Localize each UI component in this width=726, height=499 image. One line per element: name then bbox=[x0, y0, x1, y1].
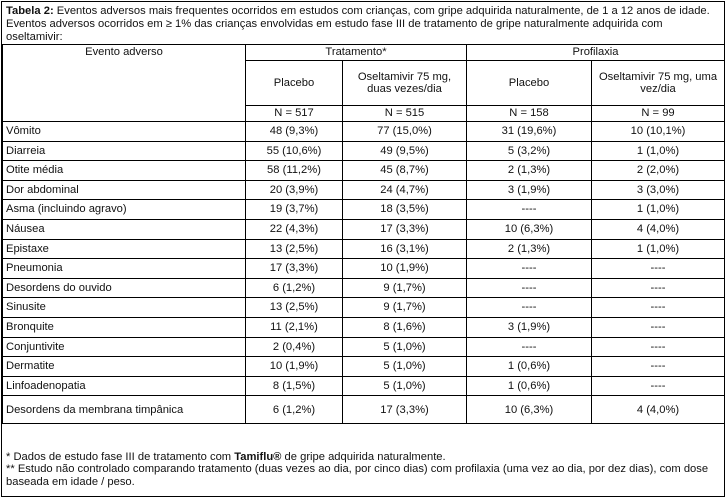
cell-t-placebo: 10 (1,9%) bbox=[246, 357, 343, 377]
event-name: Dermatite bbox=[3, 357, 246, 377]
event-name: Conjuntivite bbox=[3, 337, 246, 357]
cell-p-oseltamivir: ---- bbox=[592, 317, 725, 337]
cell-t-oseltamivir: 5 (1,0%) bbox=[343, 337, 467, 357]
footnote-1-pre: * Dados de estudo fase III de tratamento com bbox=[6, 451, 235, 463]
cell-p-oseltamivir: 10 (10,1%) bbox=[592, 122, 725, 142]
table-row bbox=[3, 337, 725, 357]
header-event: Evento adverso bbox=[3, 45, 246, 122]
cell-t-oseltamivir: 9 (1,7%) bbox=[343, 298, 467, 318]
cell-t-oseltamivir: 10 (1,9%) bbox=[343, 259, 467, 279]
header-treatment: Tratamento* bbox=[246, 45, 467, 61]
footnotes bbox=[6, 451, 721, 488]
cell-t-oseltamivir: 9 (1,7%) bbox=[343, 278, 467, 298]
cell-t-placebo: 8 (1,5%) bbox=[246, 376, 343, 396]
footnote-2: ** Estudo não controlado comparando tratamento (duas vezes ao dia, por cinco dias) com profilaxia (uma vez ao dia, por dez dias), com dose baseada em idade / peso. bbox=[6, 463, 709, 488]
cell-p-oseltamivir: 4 (4,0%) bbox=[592, 396, 725, 424]
cell-t-oseltamivir: 16 (3,1%) bbox=[343, 239, 467, 259]
event-name: Desordens do ouvido bbox=[3, 278, 246, 298]
table-row bbox=[3, 317, 725, 337]
footnote-1-post: de gripe adquirida naturalmente. bbox=[281, 451, 446, 463]
header-group-row bbox=[3, 45, 725, 61]
cell-t-placebo: 55 (10,6%) bbox=[246, 141, 343, 161]
table-row bbox=[3, 376, 725, 396]
adverse-events-table bbox=[2, 44, 725, 424]
cell-t-oseltamivir: 5 (1,0%) bbox=[343, 376, 467, 396]
header-p-placebo: Placebo bbox=[467, 61, 592, 106]
table-row bbox=[3, 219, 725, 239]
cell-t-placebo: 58 (11,2%) bbox=[246, 161, 343, 181]
table-row bbox=[3, 396, 725, 424]
table-row bbox=[3, 259, 725, 279]
footnote-1 bbox=[6, 451, 721, 463]
cell-t-placebo: 13 (2,5%) bbox=[246, 239, 343, 259]
table-row bbox=[3, 180, 725, 200]
cell-p-placebo: 1 (0,6%) bbox=[467, 376, 592, 396]
cell-t-placebo: 22 (4,3%) bbox=[246, 219, 343, 239]
cell-p-oseltamivir: ---- bbox=[592, 259, 725, 279]
cell-t-placebo: 20 (3,9%) bbox=[246, 180, 343, 200]
cell-t-oseltamivir: 5 (1,0%) bbox=[343, 357, 467, 377]
document-page bbox=[1, 1, 725, 497]
event-name: Sinusite bbox=[3, 298, 246, 318]
cell-t-oseltamivir: 45 (8,7%) bbox=[343, 161, 467, 181]
event-name: Otite média bbox=[3, 161, 246, 181]
table-row bbox=[3, 141, 725, 161]
table-caption bbox=[6, 5, 721, 45]
n-t-oseltamivir: N = 515 bbox=[343, 106, 467, 122]
cell-p-oseltamivir: 4 (4,0%) bbox=[592, 219, 725, 239]
cell-t-placebo: 19 (3,7%) bbox=[246, 200, 343, 220]
table-row bbox=[3, 278, 725, 298]
cell-t-oseltamivir: 18 (3,5%) bbox=[343, 200, 467, 220]
cell-t-placebo: 13 (2,5%) bbox=[246, 298, 343, 318]
cell-t-placebo: 2 (0,4%) bbox=[246, 337, 343, 357]
cell-p-placebo: ---- bbox=[467, 259, 592, 279]
cell-p-placebo: 2 (1,3%) bbox=[467, 161, 592, 181]
n-p-oseltamivir: N = 99 bbox=[592, 106, 725, 122]
cell-p-placebo: 10 (6,3%) bbox=[467, 219, 592, 239]
event-name: Desordens da membrana timpânica bbox=[3, 396, 246, 424]
cell-t-placebo: 6 (1,2%) bbox=[246, 278, 343, 298]
event-name: Linfoadenopatia bbox=[3, 376, 246, 396]
cell-p-oseltamivir: 2 (2,0%) bbox=[592, 161, 725, 181]
cell-p-placebo: 2 (1,3%) bbox=[467, 239, 592, 259]
cell-t-placebo: 6 (1,2%) bbox=[246, 396, 343, 424]
cell-t-oseltamivir: 49 (9,5%) bbox=[343, 141, 467, 161]
event-name: Diarreia bbox=[3, 141, 246, 161]
table-row bbox=[3, 239, 725, 259]
event-name: Dor abdominal bbox=[3, 180, 246, 200]
cell-p-oseltamivir: ---- bbox=[592, 357, 725, 377]
cell-p-placebo: 5 (3,2%) bbox=[467, 141, 592, 161]
cell-p-placebo: ---- bbox=[467, 278, 592, 298]
table-row bbox=[3, 200, 725, 220]
cell-p-placebo: 10 (6,3%) bbox=[467, 396, 592, 424]
table-row bbox=[3, 298, 725, 318]
cell-t-placebo: 48 (9,3%) bbox=[246, 122, 343, 142]
header-t-placebo: Placebo bbox=[246, 61, 343, 106]
event-name: Bronquite bbox=[3, 317, 246, 337]
cell-p-oseltamivir: 1 (1,0%) bbox=[592, 200, 725, 220]
cell-t-oseltamivir: 77 (15,0%) bbox=[343, 122, 467, 142]
cell-p-placebo: ---- bbox=[467, 337, 592, 357]
cell-p-oseltamivir: ---- bbox=[592, 298, 725, 318]
cell-t-oseltamivir: 24 (4,7%) bbox=[343, 180, 467, 200]
cell-p-oseltamivir: 3 (3,0%) bbox=[592, 180, 725, 200]
event-name: Vômito bbox=[3, 122, 246, 142]
cell-t-oseltamivir: 17 (3,3%) bbox=[343, 396, 467, 424]
cell-p-placebo: 3 (1,9%) bbox=[467, 317, 592, 337]
event-name: Náusea bbox=[3, 219, 246, 239]
cell-p-oseltamivir: ---- bbox=[592, 278, 725, 298]
event-name: Epistaxe bbox=[3, 239, 246, 259]
n-t-placebo: N = 517 bbox=[246, 106, 343, 122]
table-row bbox=[3, 122, 725, 142]
cell-p-oseltamivir: ---- bbox=[592, 337, 725, 357]
cell-p-placebo: 1 (0,6%) bbox=[467, 357, 592, 377]
caption-label: Tabela 2: bbox=[6, 5, 54, 17]
cell-p-oseltamivir: ---- bbox=[592, 376, 725, 396]
cell-t-placebo: 17 (3,3%) bbox=[246, 259, 343, 279]
event-name: Asma (incluindo agravo) bbox=[3, 200, 246, 220]
table-row bbox=[3, 161, 725, 181]
header-t-oseltamivir: Oseltamivir 75 mg, duas vezes/dia bbox=[343, 61, 467, 106]
cell-p-placebo: 31 (19,6%) bbox=[467, 122, 592, 142]
cell-p-placebo: ---- bbox=[467, 298, 592, 318]
cell-p-oseltamivir: 1 (1,0%) bbox=[592, 239, 725, 259]
cell-t-oseltamivir: 17 (3,3%) bbox=[343, 219, 467, 239]
table-row bbox=[3, 357, 725, 377]
brand-name: Tamiflu® bbox=[234, 451, 282, 463]
header-prophylaxis: Profilaxia bbox=[467, 45, 725, 61]
cell-p-placebo: ---- bbox=[467, 200, 592, 220]
cell-t-placebo: 11 (2,1%) bbox=[246, 317, 343, 337]
cell-p-placebo: 3 (1,9%) bbox=[467, 180, 592, 200]
cell-p-oseltamivir: 1 (1,0%) bbox=[592, 141, 725, 161]
event-name: Pneumonia bbox=[3, 259, 246, 279]
caption-text: Eventos adversos mais frequentes ocorridos em estudos com crianças, com gripe adquirida naturalmente, de 1 a 12 anos de idade. Eventos adversos ocorridos em ≥ 1% das crianças envolvidas em estudo fase III de tratamento de gripe naturalmente adquirida com oseltamivir: bbox=[6, 5, 710, 44]
cell-t-oseltamivir: 8 (1,6%) bbox=[343, 317, 467, 337]
n-p-placebo: N = 158 bbox=[467, 106, 592, 122]
header-p-oseltamivir: Oseltamivir 75 mg, uma vez/dia bbox=[592, 61, 725, 106]
